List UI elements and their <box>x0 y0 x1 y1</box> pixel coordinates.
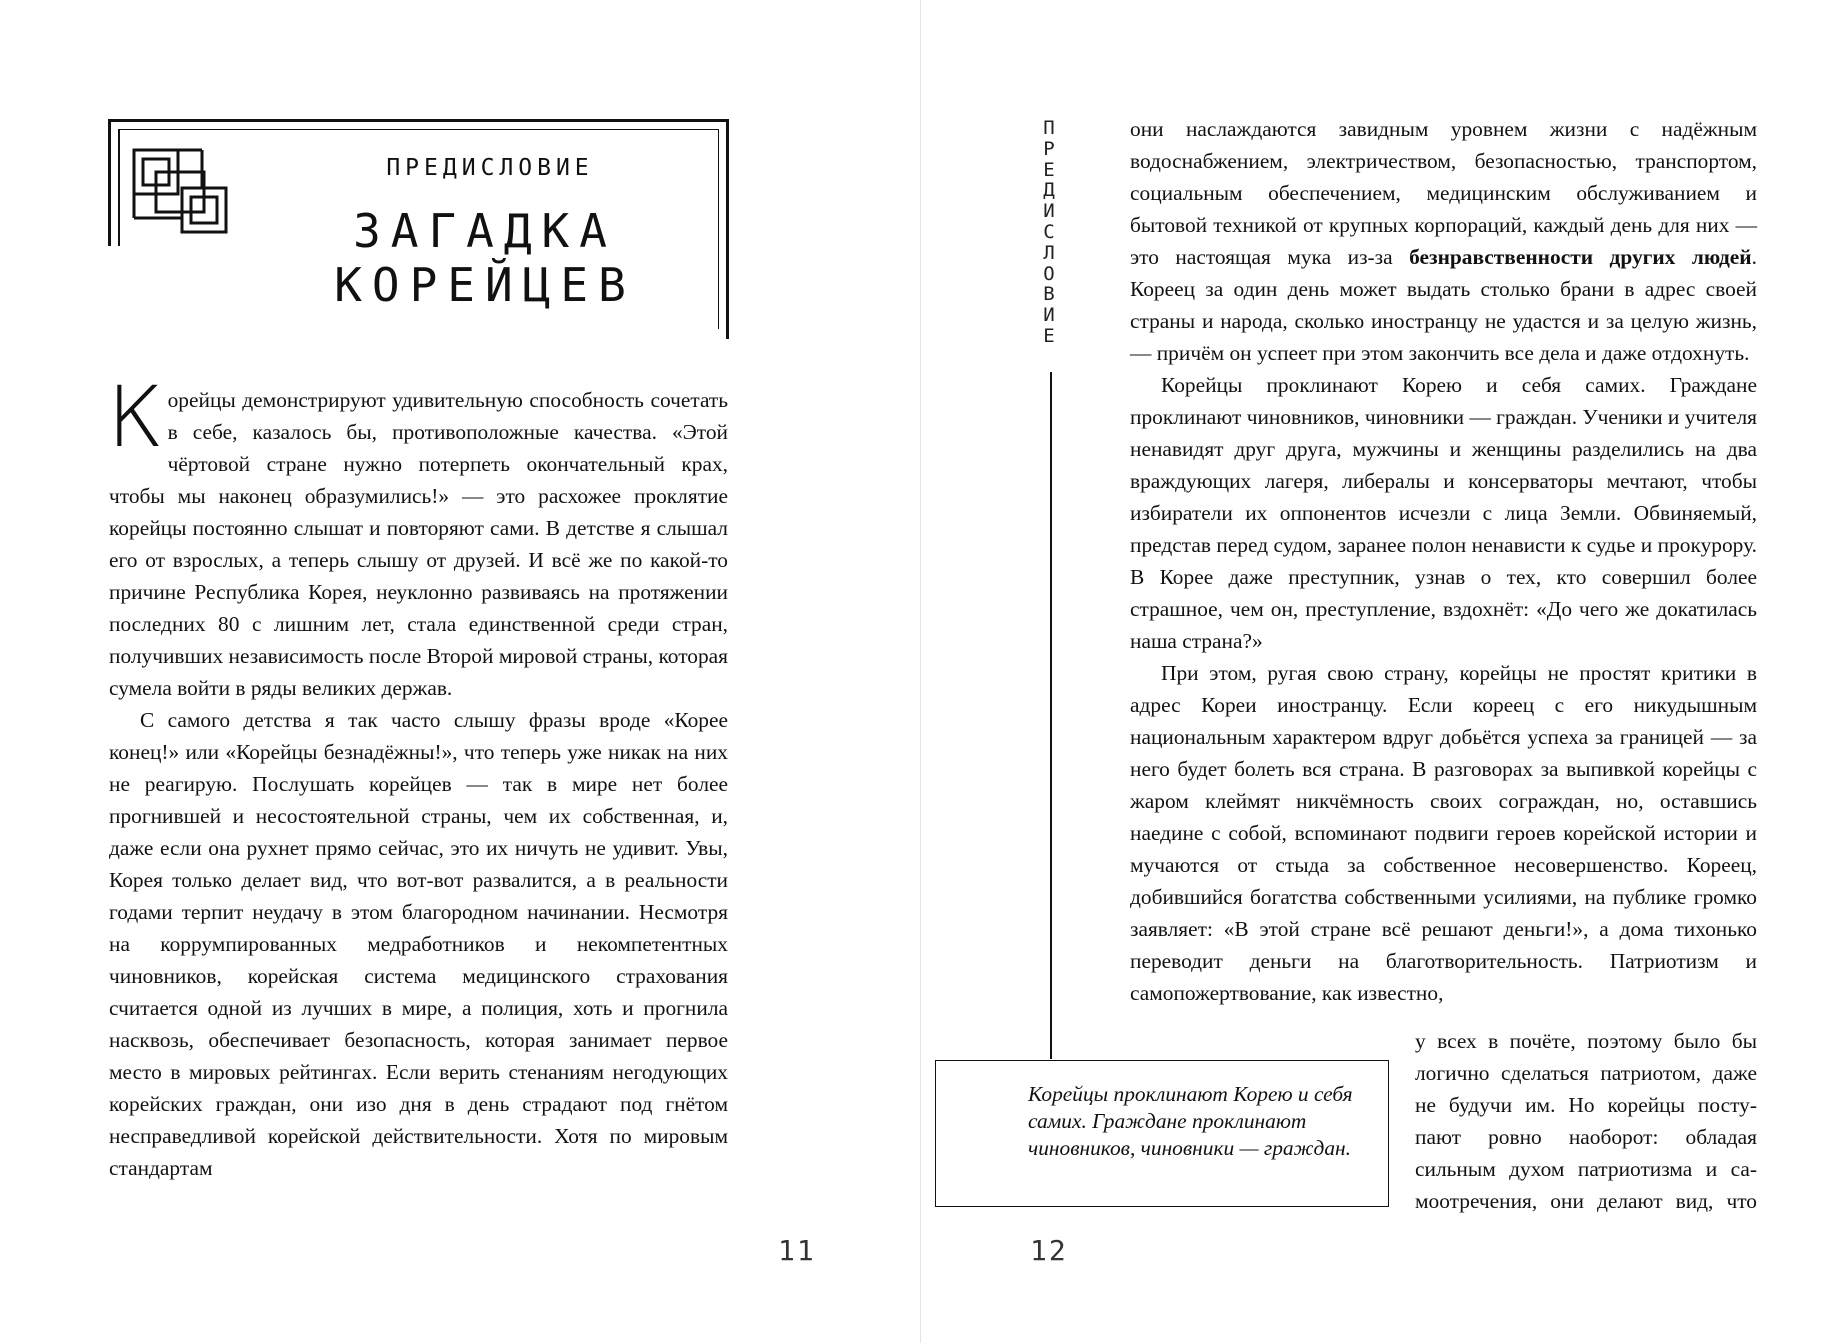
paragraph-text: орейцы демонстрируют удивительную способность сочетать в себе, казалось бы, противоположные качества. «Этой чёртовой стране нужно потерпеть окончательный крах, чтобы мы наконец образумились!» — это расхожее проклятие корейцы постоянно слышат и повторяют сами. В детстве я слышал его от взрослых, а теперь слышу от друзей. И всё же по какой-то причине Республика Корея, неуклонно развиваясь на протяжении последних 80 с лишним лет, стала единственной среди стран, получивших независимость после Второй мировой страны, которая сумела войти в ряды великих держав. <box>109 388 728 700</box>
running-head-letter: С <box>1043 220 1055 243</box>
running-head-letter: Р <box>1043 137 1055 160</box>
drop-cap: К <box>107 368 164 466</box>
paragraph: При этом, ругая свою страну, корейцы не простят критики в адрес Кореи иностранцу. Если кореец с его никудышным национальным характером вдруг добьётся успеха за границей — за него будет болеть вся страна. В разговорах за выпивкой корейцы с жаром клеймят никчёмность своих сограждан, но, оставшись наедине с собой, вспоминают подвиги героев корейской истории и мучаются от стыда за собственное несовершенство. Кореец, добившийся богатства собственными усилиями, на публике громко заявляет: «В этой стране всё решают деньги!», а дома тихонько переводит деньги на благотворительность. Патриотизм и самопожертвование, как известно, <box>1130 661 1757 1005</box>
page-number: 12 <box>1030 1234 1068 1267</box>
heading-frame-left-bar-inner <box>118 129 120 246</box>
text-line: логично сделаться патриотом, даже <box>1415 1061 1757 1085</box>
running-head-rule <box>1050 372 1052 1059</box>
running-head-letter: И <box>1043 304 1055 327</box>
paragraph: С самого детства я так часто слышу фразы вроде «Корее конец!» или «Корейцы безнадёжны!», что теперь уже никак на них не реагирую. Послушать корейцев — так в мире нет более прогнившей и несостоятельной страны, чем их собственная, и, даже если она рухнет прямо сейчас, это их ничуть не удивит. Увы, Корея только делает вид, что вот-вот развалится, а в реальности годами терпит неудачу в этом благородном начинании. Несмотря на коррумпированных медработников и некомпетентных чиновников, корейская система медицинского страхования считается одной из лучших в мире, а полиция, хоть и прогнила насквозь, обеспечивает безопасность, которая занимает первое место в мировых рейтингах. Если верить стенаниям негодующих корейских граждан, они изо дня в день страдают под гнётом несправедливой корейской действительности. Хотя по мировым стандартам <box>109 708 728 1180</box>
paragraph-continuation <box>1415 1025 1757 1217</box>
running-head-letter: Е <box>1043 324 1055 347</box>
running-head-letter: Д <box>1043 179 1055 202</box>
knot-ornament-icon <box>132 148 230 236</box>
paragraph-text: . Кореец за один день может выдать столько брани в адрес своей страны и народа, сколько иностранцу не удастся и за целую жизнь, — причём он успеет при этом закончить все дела и даже отдохнуть. <box>1130 245 1757 365</box>
chapter-title: ЗАГАДКА КОРЕЙЦЕВ <box>334 204 636 312</box>
text-line: не будучи им. Но корейцы посту- <box>1415 1093 1757 1117</box>
running-head-letter: П <box>1043 117 1055 139</box>
running-head-vertical <box>1036 118 1062 347</box>
emphasis-text: безнравственности других людей <box>1409 245 1752 269</box>
paragraph-text: они наслаждаются завидным уровнем жизни с надёжным водоснабжением, электричеством, безопасностью, транспортом, социальным обеспечением, медицинским обслуживанием и бытовой техникой от крупных корпораций, каждый день для них — это настоящая мука из-за <box>1130 117 1757 269</box>
text-line: моотречения, они делают вид, что <box>1415 1189 1757 1213</box>
paragraph <box>1130 113 1757 369</box>
right-body-text <box>1130 113 1757 1009</box>
chapter-label: ПРЕДИСЛОВИЕ <box>386 155 594 181</box>
running-head-letter: Е <box>1043 158 1055 181</box>
running-head-letter: И <box>1043 200 1055 223</box>
running-head-letter: В <box>1043 283 1055 306</box>
running-head-letter: О <box>1043 262 1055 285</box>
text-line: сильным духом патриотизма и са- <box>1415 1157 1757 1181</box>
left-body-text <box>107 368 728 1184</box>
page-number: 11 <box>778 1234 816 1267</box>
text-line: у всех в почёте, поэтому было бы <box>1415 1029 1757 1053</box>
running-head-letter: Л <box>1043 241 1055 264</box>
paragraph: Корейцы проклинают Корею и себя самих. Граждане проклинают чиновников, чиновники — граждан. Ученики и учителя ненавидят друг друга, мужчины и женщины разделились на два враждующих лагеря, либералы и консерваторы мечтают, чтобы избиратели их оппонентов исчезли с лица Земли. Обвиняемый, представ перед судом, заранее полон ненависти к судье и прокурору. В Корее даже преступник, узнав о тех, кто совершил более страшное, чем он, преступление, вздохнёт: «До чего же докатилась наша страна?» <box>1130 373 1757 653</box>
pull-quote: Корейцы проклинают Корею и себя самих. Граждане проклинают чиновников, чиновники — граждан. <box>935 1060 1389 1207</box>
paragraph <box>107 368 728 704</box>
text-line: пают ровно наоборот: обладая <box>1415 1125 1757 1149</box>
heading-frame-left-bar <box>108 119 111 246</box>
